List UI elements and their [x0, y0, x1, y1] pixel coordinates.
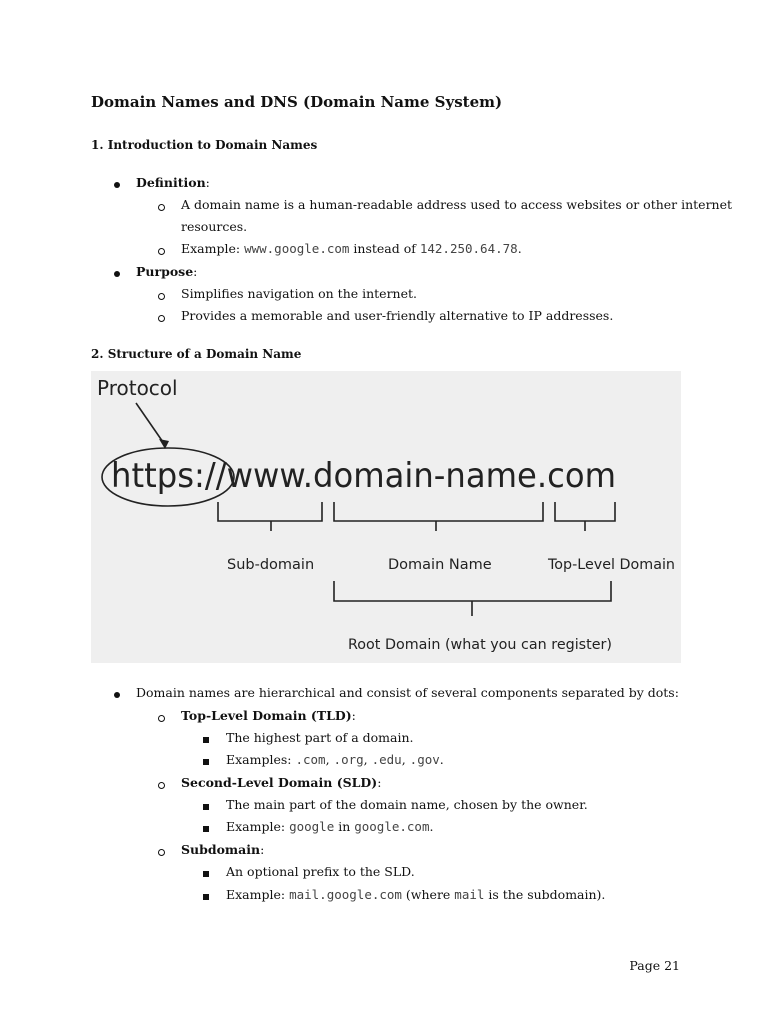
- protocol-label: Protocol: [97, 376, 178, 400]
- root-domain-brace: [334, 581, 611, 616]
- bullet-disc: [114, 265, 120, 277]
- bullet-square: [203, 865, 209, 877]
- bullet-disc: [114, 176, 120, 188]
- bullet-circle: [158, 843, 165, 856]
- subdomain-description: An optional prefix to the SLD.: [226, 864, 415, 879]
- definition-text-line2: resources.: [181, 219, 248, 234]
- bullet-square: [203, 731, 209, 743]
- domain-name-label: Domain Name: [388, 557, 492, 573]
- protocol-arrow: [136, 403, 165, 445]
- bullet-circle: [158, 242, 165, 255]
- root-domain-label: Root Domain (what you can register): [348, 637, 612, 653]
- domain-structure-svg: [91, 371, 681, 663]
- bullet-square: [203, 820, 209, 832]
- bullet-circle: [158, 198, 165, 211]
- definition-text-line1: A domain name is a human-readable address used to access websites or other internet: [181, 197, 733, 212]
- domain-name-brace: [334, 502, 543, 531]
- sld-example: Example: google in google.com.: [226, 819, 434, 834]
- tld-examples: Examples: .com, .org, .edu, .gov.: [226, 752, 444, 767]
- bullet-circle: [158, 309, 165, 322]
- hierarchy-intro: Domain names are hierarchical and consist of several components separated by dots:: [136, 685, 679, 700]
- purpose-item: Purpose:: [136, 264, 198, 279]
- tld-description: The highest part of a domain.: [226, 730, 414, 745]
- purpose-item-1: Simplifies navigation on the internet.: [181, 286, 418, 301]
- bullet-circle: [158, 287, 165, 300]
- code-domain: www.google.com: [244, 241, 350, 256]
- domain-structure-diagram: [91, 371, 681, 663]
- page-title: Domain Names and DNS (Domain Name System): [91, 93, 503, 111]
- section-2-heading: 2. Structure of a Domain Name: [91, 347, 302, 361]
- subdomain-example: Example: mail.google.com (where mail is the subdomain).: [226, 887, 606, 902]
- purpose-label: Purpose: [136, 264, 194, 279]
- bullet-circle: [158, 776, 165, 789]
- bullet-square: [203, 798, 209, 810]
- bullet-square: [203, 753, 209, 765]
- tld-item: Top-Level Domain (TLD):: [181, 708, 356, 723]
- tld-label: Top-Level Domain: [547, 557, 675, 573]
- subdomain-item: Subdomain:: [181, 842, 265, 857]
- page-number: Page 21: [629, 958, 680, 973]
- example-url: https://www.domain-name.com: [111, 456, 616, 496]
- code-ip: 142.250.64.78: [419, 241, 518, 256]
- sld-item: Second-Level Domain (SLD):: [181, 775, 382, 790]
- definition-label: Definition: [136, 175, 206, 190]
- bullet-circle: [158, 709, 165, 722]
- definition-example: Example: www.google.com instead of 142.250.64.78.: [181, 241, 522, 256]
- subdomain-label: Subdomain: [181, 842, 261, 857]
- sld-label: Second-Level Domain (SLD): [181, 775, 378, 790]
- purpose-item-2: Provides a memorable and user-friendly alternative to IP addresses.: [181, 308, 614, 323]
- section-1-heading: 1. Introduction to Domain Names: [91, 138, 318, 152]
- subdomain-label: Sub-domain: [227, 557, 315, 573]
- subdomain-brace: [218, 502, 322, 531]
- sld-description: The main part of the domain name, chosen by the owner.: [226, 797, 588, 812]
- definition-item: Definition:: [136, 175, 210, 190]
- tld-label: Top-Level Domain (TLD): [181, 708, 352, 723]
- tld-brace: [555, 502, 615, 531]
- bullet-square: [203, 888, 209, 900]
- bullet-disc: [114, 686, 120, 698]
